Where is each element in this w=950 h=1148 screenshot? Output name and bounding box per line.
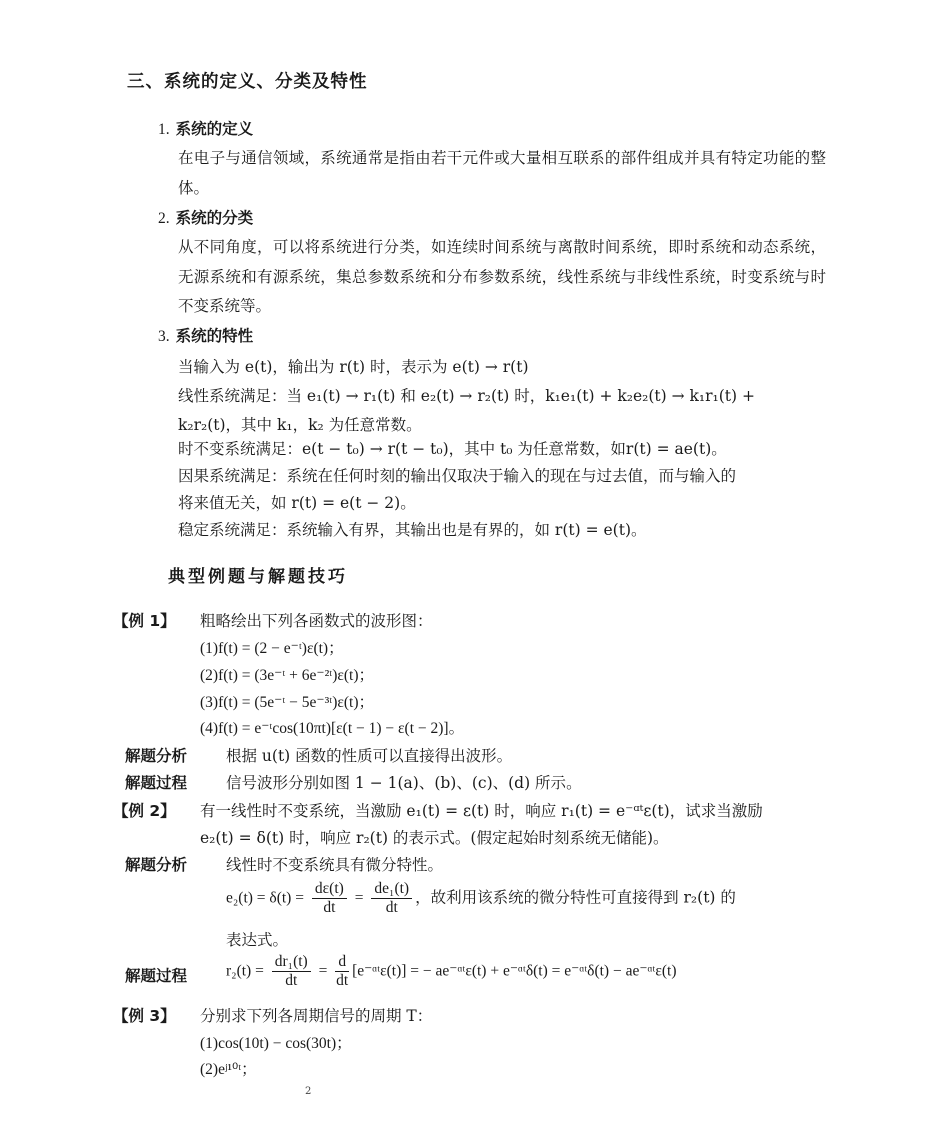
property-linear: 线性系统满足：当 e₁(t) → r₁(t) 和 e₂(t) → r₂(t) 时，k₁e₁(t) + k₂e₂(t) → k₁r₁(t) +	[178, 387, 755, 405]
fraction-depsilon-dt: $\frac{d\varepsilon(t)}{dt}$	[312, 880, 347, 917]
property-time-invariant: 时不变系统满足：e(t − t₀) → r(t − t₀)，其中 t₀ 为任意常数，如r(t) = ae(t)。	[178, 440, 727, 458]
example-1-analysis-tag: 解题分析	[125, 747, 188, 765]
example-1-process: 信号波形分别如图 1 − 1(a)、(b)、(c)、(d) 所示。	[226, 774, 582, 792]
examples-heading: 典型例题与解题技巧	[168, 567, 348, 587]
subsection-1-body: 在电子与通信领域，系统通常是指由若干元件或大量相互联系的部件组成并具有特定功能的整体。	[178, 149, 826, 197]
section-heading: 三、系统的定义、分类及特性	[127, 72, 368, 92]
property-causal-cont: 将来值无关，如 r(t) = e(t − 2)。	[178, 494, 416, 512]
page-number: 2	[305, 1086, 312, 1097]
example-3-tag: 【例 3】	[113, 1007, 176, 1025]
example-2-equation-cont: 表达式。	[226, 931, 289, 949]
example-3-item-2: (2)eʲ¹⁰ᵗ；	[200, 1061, 257, 1078]
example-2-analysis-tag: 解题分析	[125, 856, 188, 874]
property-linear-cont: k₂r₂(t)，其中 k₁，k₂ 为任意常数。	[178, 416, 422, 434]
example-1-prompt: 粗略绘出下列各函数式的波形图：	[200, 612, 433, 630]
example-2-line-1: 有一线性时不变系统，当激励 e₁(t) = ε(t) 时，响应 r₁(t) = e⁻ᵅᵗε(t)，试求当激励	[200, 802, 763, 820]
example-2-line-2: e₂(t) = δ(t) 时，响应 r₂(t) 的表示式。(假定起始时刻系统无储能)。	[200, 829, 669, 847]
example-1-item-1: (1)f(t) = (2 − e⁻ᵗ)ε(t)；	[200, 640, 344, 657]
subsection-2-title: 2. 系统的分类	[158, 209, 254, 227]
example-1-item-2: (2)f(t) = (3e⁻ᵗ + 6e⁻²ᵗ)ε(t)；	[200, 667, 375, 684]
example-1-item-4: (4)f(t) = e⁻ᵗcos(10πt)[ε(t − 1) − ε(t − 2)]。	[200, 720, 465, 737]
example-2-analysis: 线性时不变系统具有微分特性。	[226, 856, 444, 874]
subsection-3-title: 3. 系统的特性	[158, 327, 254, 345]
example-2-equation: e₂(t) = δ(t) = $\frac{d\varepsilon(t)}{dt}$ = $\frac{\text{de₁(t)}}{dt}$ ，故利用该系统的微分特性可直接得到 r₂(t) 的	[226, 880, 736, 916]
example-1-process-tag: 解题过程	[125, 774, 188, 792]
property-causal: 因果系统满足：系统在任何时刻的输出仅取决于输入的现在与过去值，而与输入的	[178, 467, 737, 485]
example-1-analysis: 根据 u(t) 函数的性质可以直接得出波形。	[226, 747, 513, 765]
fraction-de1-dt: $\frac{\text{de₁(t)}}{dt}$	[371, 880, 412, 917]
fraction-dr1-dt: $\frac{\text{dr₁(t)}}{dt}$	[272, 953, 311, 990]
property-io: 当输入为 e(t)，输出为 r(t) 时，表示为 e(t) → r(t)	[178, 358, 529, 376]
property-stable: 稳定系统满足：系统输入有界，其输出也是有界的，如 r(t) = e(t)。	[178, 521, 647, 539]
example-1-tag: 【例 1】	[113, 612, 176, 630]
example-2-tag: 【例 2】	[113, 802, 176, 820]
example-2-process-tag: 解题过程	[125, 967, 188, 985]
example-2-process-equation: r₂(t) = $\frac{\text{dr₁(t)}}{dt}$ = $\frac{d}{dt}$ [e⁻ᵅᵗε(t)] = − ae⁻ᵅᵗε(t) + e⁻ᵅᵗδ(t) = e⁻ᵅᵗδ(t) − ae⁻ᵅᵗε(t)	[226, 953, 677, 989]
example-3-item-1: (1)cos(10t) − cos(30t)；	[200, 1035, 352, 1052]
example-3-prompt: 分别求下列各周期信号的周期 T：	[200, 1007, 433, 1025]
subsection-1-title: 1. 系统的定义	[158, 120, 254, 138]
example-1-item-3: (3)f(t) = (5e⁻ᵗ − 5e⁻³ᵗ)ε(t)；	[200, 694, 375, 711]
fraction-d-dt: $\frac{d}{dt}$	[336, 953, 349, 989]
subsection-2-body: 从不同角度，可以将系统进行分类，如连续时间系统与离散时间系统，即时系统和动态系统，无源系统和有源系统，集总参数系统和分布参数系统，线性系统与非线性系统，时变系统与时不变系统等。	[178, 238, 826, 315]
